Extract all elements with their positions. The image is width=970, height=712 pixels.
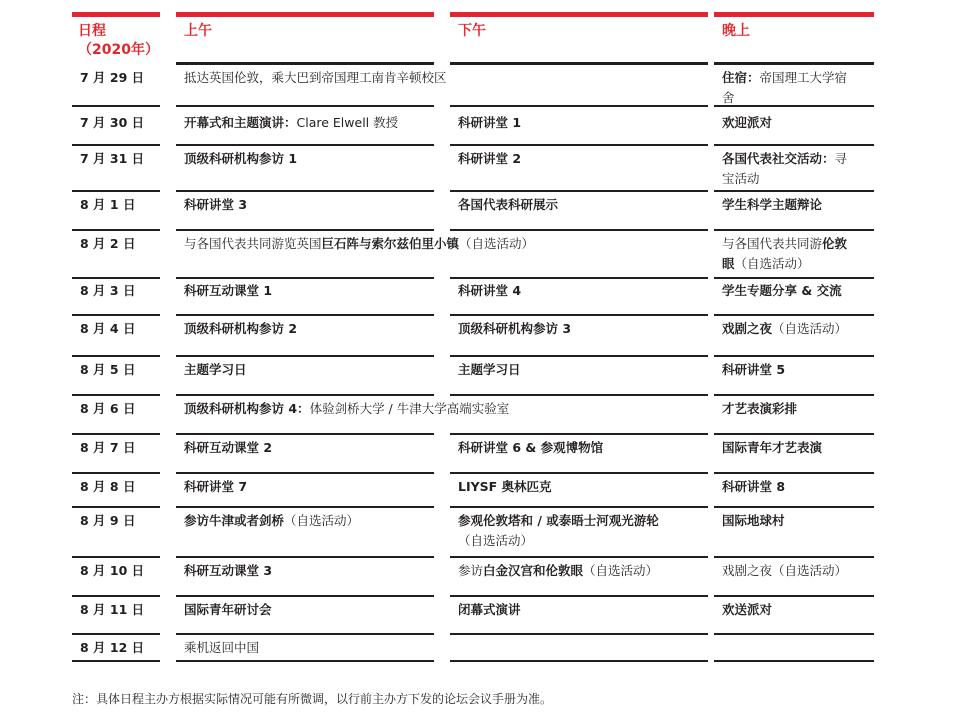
row-divider [714, 229, 874, 231]
cell-text-run: （自选活动） [459, 236, 535, 251]
row-divider [176, 277, 434, 279]
row-divider [714, 105, 874, 107]
row-divider [176, 595, 434, 597]
pm-cell [458, 561, 658, 581]
row-divider [72, 105, 160, 107]
row-divider [714, 472, 874, 474]
am-cell [184, 319, 297, 339]
row-divider [450, 314, 708, 316]
cell-text-run: 科研讲堂 5 [722, 362, 786, 377]
eve-cell [722, 438, 822, 458]
cell-text-run: 科研讲堂 3 [184, 197, 248, 212]
row-divider [72, 277, 160, 279]
row-divider [714, 190, 874, 192]
row-divider [450, 190, 708, 192]
row-divider [450, 472, 708, 474]
eve-cell [722, 195, 822, 215]
date-cell: 7 月 30 日 [80, 115, 145, 130]
row-divider [450, 355, 708, 357]
date-cell: 8 月 7 日 [80, 440, 136, 455]
row-divider [450, 144, 708, 146]
header-bar-date [72, 12, 160, 17]
pm-cell [458, 360, 521, 380]
cell-text-run: 各国代表社交活动： [722, 151, 835, 166]
cell-text-run: 科研讲堂 1 [458, 115, 522, 130]
row-divider [72, 660, 160, 662]
row-divider [72, 433, 160, 435]
row-divider [714, 595, 874, 597]
row-divider [450, 660, 708, 662]
header-underline-pm [450, 62, 708, 65]
date-cell: 7 月 31 日 [80, 151, 145, 166]
cell-text-run: 戏剧之夜（自选活动） [722, 563, 848, 578]
header-bar-eve [714, 12, 874, 17]
cell-text-run: 巨石阵与索尔兹伯里小镇 [321, 236, 460, 251]
cell-text-run: 科研讲堂 7 [184, 479, 248, 494]
cell-text-run: 主题学习日 [184, 362, 247, 377]
pm-cell [458, 149, 521, 169]
pm-cell [458, 319, 571, 339]
cell-text-run: 主题学习日 [458, 362, 521, 377]
row-divider [450, 229, 708, 231]
am-cell [184, 149, 297, 169]
cell-text-run: 伦敦 [822, 236, 848, 251]
date-cell: 8 月 2 日 [80, 236, 136, 251]
cell-text-run: 顶级科研机构参访 1 [184, 151, 298, 166]
cell-text-run: 国际地球村 [722, 513, 785, 528]
cell-text-run: 各国代表科研展示 [458, 197, 559, 212]
am-cell [184, 638, 259, 658]
cell-text-run: 欢送派对 [722, 602, 773, 617]
cell-text-run: 与各国代表共同游览英国 [184, 236, 322, 251]
am-cell [184, 399, 509, 419]
cell-text-run: 国际青年才艺表演 [722, 440, 823, 455]
row-divider [72, 556, 160, 558]
row-divider [72, 355, 160, 357]
row-divider [176, 633, 434, 635]
row-divider [176, 394, 434, 396]
row-divider [72, 506, 160, 508]
cell-text-run: 戏剧之夜 [722, 321, 773, 336]
header-date-line1: 日程 [78, 23, 106, 39]
row-divider [450, 506, 708, 508]
am-cell [184, 234, 534, 254]
pm-cell [458, 477, 552, 497]
cell-text-run: 闭幕式演讲 [458, 602, 521, 617]
row-divider [714, 394, 874, 396]
row-divider [176, 660, 434, 662]
row-divider [176, 105, 434, 107]
cell-text-run: Clare Elwell 教授 [296, 115, 399, 130]
cell-text-run: （自选活动） [734, 256, 810, 271]
cell-text-run: （自选活动） [583, 563, 659, 578]
cell-text-run: 学生科学主题辩论 [722, 197, 823, 212]
cell-text-run: （自选活动） [284, 513, 360, 528]
date-cell: 8 月 1 日 [80, 197, 136, 212]
eve-cell [722, 511, 785, 531]
cell-text-run: 帝国理工大学宿 [759, 70, 848, 85]
cell-text-run: 参访牛津或者剑桥 [184, 513, 285, 528]
header-date [78, 22, 159, 60]
row-divider [714, 355, 874, 357]
am-cell [184, 281, 272, 301]
eve-cell [722, 561, 847, 581]
header-am: 上午 [184, 23, 212, 39]
row-divider [450, 595, 708, 597]
row-divider [714, 433, 874, 435]
row-divider [714, 144, 874, 146]
pm-cell [458, 438, 603, 458]
cell-text-run: 体验剑桥大学 / 牛津大学高端实验室 [309, 401, 510, 416]
row-divider [450, 433, 708, 435]
cell-text-run: 宝活动 [722, 171, 760, 186]
cell-text-run: 科研讲堂 6 & 参观博物馆 [458, 440, 604, 455]
cell-text-run: 住宿： [722, 70, 760, 85]
date-cell: 8 月 9 日 [80, 513, 136, 528]
date-cell: 8 月 6 日 [80, 401, 136, 416]
cell-text-run: LIYSF 奥林匹克 [458, 479, 552, 494]
cell-text-run: 与各国代表共同游 [722, 236, 823, 251]
eve-cell [722, 113, 772, 133]
cell-text-run: 参访 [458, 563, 484, 578]
row-divider [72, 394, 160, 396]
cell-text-run: 科研讲堂 4 [458, 283, 522, 298]
cell-text-run: 眼 [722, 256, 735, 271]
header-underline-am [176, 62, 434, 65]
row-divider [714, 660, 874, 662]
pm-cell [458, 281, 521, 301]
cell-text-run: 科研讲堂 8 [722, 479, 786, 494]
eve-cell [722, 68, 847, 108]
header-underline-eve [714, 62, 874, 65]
cell-text-run: （自选活动） [458, 533, 534, 548]
cell-text-run: 科研讲堂 2 [458, 151, 522, 166]
eve-cell [722, 281, 842, 301]
eve-cell [722, 477, 785, 497]
row-divider [176, 556, 434, 558]
cell-text-run: 白金汉宫和伦敦眼 [483, 563, 584, 578]
row-divider [714, 506, 874, 508]
pm-cell [458, 600, 521, 620]
row-divider [450, 105, 708, 107]
cell-text-run: 乘机返回中国 [184, 640, 260, 655]
row-divider [72, 314, 160, 316]
am-cell [184, 477, 247, 497]
header-date-line2: （2020年） [78, 42, 159, 58]
header-bar-pm [450, 12, 708, 17]
row-divider [72, 229, 160, 231]
cell-text-run: 参观伦敦塔和 / 或泰晤士河观光游轮 [458, 513, 659, 528]
am-cell [184, 600, 272, 620]
row-divider [176, 190, 434, 192]
cell-text-run: 顶级科研机构参访 3 [458, 321, 572, 336]
row-divider [450, 556, 708, 558]
cell-text-run: 抵达英国伦敦，乘大巴到帝国理工南肯辛顿校区 [184, 70, 447, 85]
row-divider [176, 314, 434, 316]
row-divider [72, 144, 160, 146]
date-cell: 8 月 12 日 [80, 640, 145, 655]
row-divider [450, 394, 708, 396]
row-divider [176, 472, 434, 474]
eve-cell [722, 319, 847, 339]
eve-cell [722, 600, 772, 620]
cell-text-run: （自选活动） [772, 321, 848, 336]
row-divider [176, 144, 434, 146]
eve-cell [722, 399, 797, 419]
header-eve: 晚上 [722, 23, 750, 39]
cell-text-run: 欢迎派对 [722, 115, 773, 130]
cell-text-run: 科研互动课堂 2 [184, 440, 273, 455]
row-divider [450, 277, 708, 279]
cell-text-run: 科研互动课堂 1 [184, 283, 273, 298]
eve-cell [722, 149, 847, 189]
date-cell: 8 月 4 日 [80, 321, 136, 336]
cell-text-run: 寻 [834, 151, 848, 166]
cell-text-run: 顶级科研机构参访 2 [184, 321, 298, 336]
row-divider [176, 506, 434, 508]
date-cell: 8 月 8 日 [80, 479, 136, 494]
am-cell [184, 113, 398, 133]
footnote: 注：具体日程主办方根据实际情况可能有所微调，以行前主办方下发的论坛会议手册为准。 [72, 692, 553, 706]
cell-text-run: 学生专题分享 & 交流 [722, 283, 842, 298]
pm-cell [458, 195, 558, 215]
row-divider [450, 633, 708, 635]
row-divider [714, 277, 874, 279]
row-divider [72, 595, 160, 597]
row-divider [72, 633, 160, 635]
am-cell [184, 561, 272, 581]
am-cell [184, 68, 447, 88]
row-divider [176, 433, 434, 435]
cell-text-run: 舍 [722, 90, 735, 105]
row-divider [176, 229, 434, 231]
row-divider [714, 556, 874, 558]
cell-text-run: 开幕式和主题演讲： [184, 115, 297, 130]
row-divider [176, 355, 434, 357]
date-cell: 8 月 11 日 [80, 602, 145, 617]
header-bar-am [176, 12, 434, 17]
pm-cell [458, 113, 521, 133]
am-cell [184, 511, 359, 531]
am-cell [184, 438, 272, 458]
date-cell: 8 月 10 日 [80, 563, 145, 578]
row-divider [714, 633, 874, 635]
cell-text-run: 科研互动课堂 3 [184, 563, 273, 578]
cell-text-run: 国际青年研讨会 [184, 602, 272, 617]
am-cell [184, 360, 247, 380]
cell-text-run: 才艺表演彩排 [722, 401, 798, 416]
date-cell: 8 月 5 日 [80, 362, 136, 377]
date-cell: 7 月 29 日 [80, 70, 145, 85]
eve-cell [722, 360, 785, 380]
date-cell: 8 月 3 日 [80, 283, 136, 298]
row-divider [72, 472, 160, 474]
am-cell [184, 195, 247, 215]
row-divider [72, 190, 160, 192]
cell-text-run: 顶级科研机构参访 4： [184, 401, 310, 416]
header-pm: 下午 [458, 23, 486, 39]
row-divider [714, 314, 874, 316]
pm-cell [458, 511, 659, 551]
eve-cell [722, 234, 847, 274]
